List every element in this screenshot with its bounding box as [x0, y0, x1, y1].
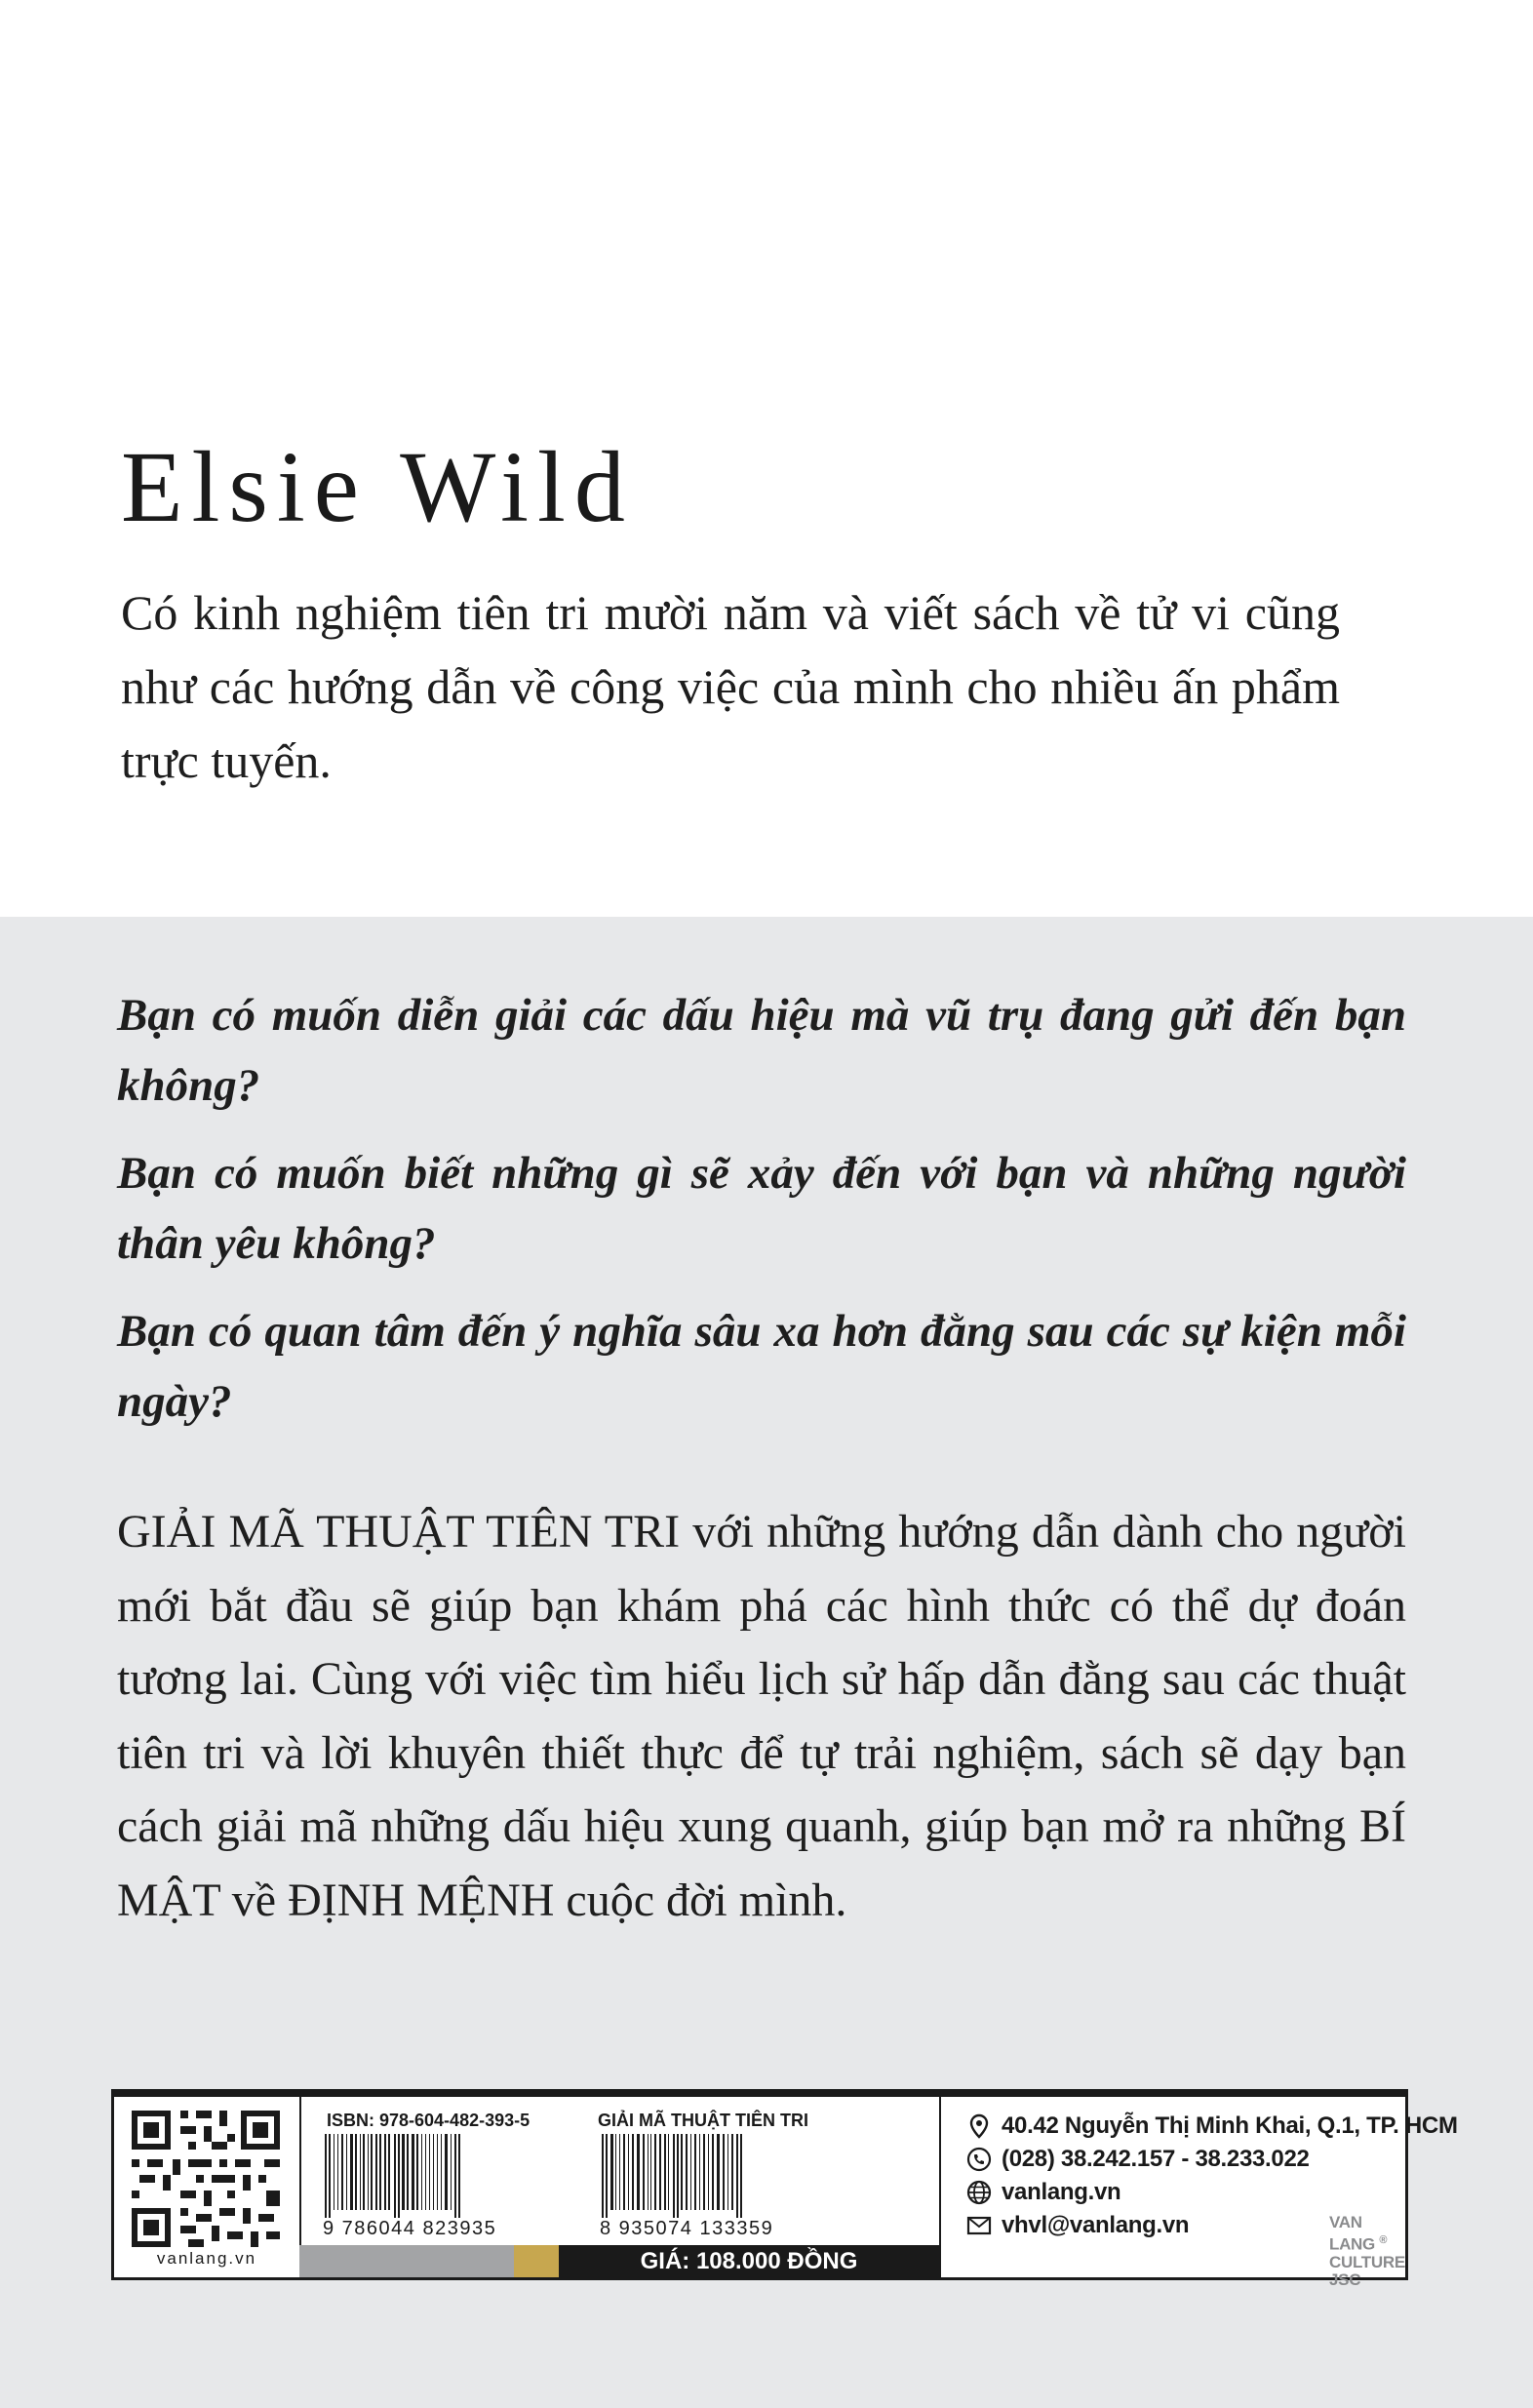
contact-address [966, 2111, 1458, 2142]
title-label: GIẢI MÃ THUẬT TIÊN TRI [598, 2111, 808, 2130]
email-text[interactable]: vhvl@vanlang.vn [1002, 2212, 1190, 2238]
contact-section [939, 2097, 1458, 2289]
contact-phone [966, 2144, 1310, 2175]
website-text[interactable]: vanlang.vn [1002, 2179, 1121, 2205]
price-label: GIÁ: 108.000 ĐỒNG [559, 2245, 939, 2277]
logo-reg: ® [1379, 2234, 1388, 2246]
qr-section [114, 2097, 301, 2277]
qr-caption: vanlang.vn [156, 2249, 257, 2268]
publisher-logo [1329, 2214, 1405, 2289]
contact-website[interactable] [966, 2177, 1120, 2208]
grey-bar [299, 2245, 514, 2277]
logo-line-2: CULTURE JSC [1329, 2252, 1405, 2289]
location-pin-icon [966, 2113, 992, 2139]
isbn-barcode-number: 9 786044 823935 [323, 2218, 497, 2239]
question-2: Bạn có muốn biết những gì sẽ xảy đến với bạn và những người thân yêu không? [117, 1148, 1406, 1269]
qr-code-icon [132, 2111, 280, 2247]
address-text: 40.42 Nguyễn Thị Minh Khai, Q.1, TP. HCM [1002, 2112, 1458, 2139]
product-barcode-icon [598, 2134, 842, 2218]
book-blurb: GIẢI MÃ THUẬT TIÊN TRI với những hướng dẫn dành cho người mới bắt đầu sẽ giúp bạn khám phá các hình thức có thể dự đoán tương lai. Cùng với việc tìm hiểu lịch sử hấp dẫn đằng sau các thuật tiên tri và lời khuyên thiết thực để tự trải nghiệm, sách sẽ dạy bạn cách giải mã những dấu hiệu xung quanh, giúp bạn mở ra những BÍ MẬT về ĐỊNH MỆNH cuộc đời mình. [117, 1506, 1406, 1926]
isbn-label: ISBN: 978-604-482-393-5 [327, 2111, 531, 2130]
barcode-section [299, 2097, 941, 2277]
info-strip [111, 2089, 1458, 2289]
product-barcode-number: 8 935074 133359 [600, 2218, 774, 2239]
isbn-barcode-icon [321, 2134, 565, 2218]
author-name: Elsie Wild [121, 431, 634, 543]
mail-icon [966, 2213, 992, 2238]
contact-email[interactable] [966, 2210, 1189, 2241]
phone-text: (028) 38.242.157 - 38.233.022 [1002, 2146, 1310, 2172]
gold-bar [514, 2245, 559, 2277]
question-list [117, 980, 1406, 1454]
question-3: Bạn có quan tâm đến ý nghĩa sâu xa hơn đằng sau các sự kiện mỗi ngày? [117, 1306, 1406, 1427]
question-1: Bạn có muốn diễn giải các dấu hiệu mà vũ trụ đang gửi đến bạn không? [117, 990, 1406, 1111]
logo-line-1: VAN LANG [1329, 2213, 1375, 2254]
phone-icon [966, 2147, 992, 2172]
author-bio: Có kinh nghiệm tiên tri mười năm và viết sách về tử vi cũng như các hướng dẫn về công việc của mình cho nhiều ấn phẩm trực tuyến. [121, 585, 1340, 788]
globe-icon [966, 2180, 992, 2205]
author-section [0, 0, 1533, 917]
